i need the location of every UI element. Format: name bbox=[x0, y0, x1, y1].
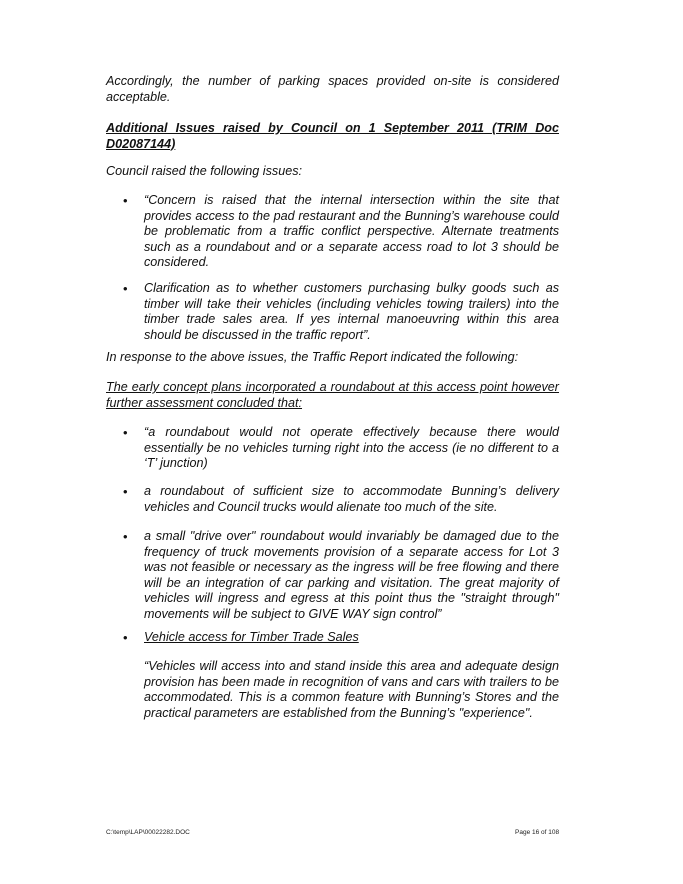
finding-text: “a roundabout would not operate effectively because there would essentially be no vehicles turning right into the access (ie no different to a ‘T’ junction) bbox=[144, 425, 559, 470]
bullet-icon: • bbox=[123, 484, 128, 499]
paragraph-traffic-report-response: In response to the above issues, the Traffic Report indicated the following: bbox=[106, 350, 519, 364]
finding-text: a roundabout of sufficient size to accommodate Bunning’s delivery vehicles and Council trucks would alienate too much of the site. bbox=[144, 484, 559, 514]
footer-file-path: C:\temp\LAP\00022282.DOC bbox=[106, 829, 190, 836]
bullet-icon: • bbox=[123, 630, 128, 645]
paragraph-council-issues-intro: Council raised the following issues: bbox=[106, 164, 303, 178]
council-issue-text: Clarification as to whether customers purchasing bulky goods such as timber will take their vehicles (including vehicles towing trailers) into the timber trade sales area. If yes internal manoeuvring within this area should be discussed in the traffic report”. bbox=[144, 281, 559, 342]
bullet-icon: • bbox=[123, 281, 128, 296]
paragraph-early-concept-plans: The early concept plans incorporated a roundabout at this access point however further assessment concluded that: bbox=[106, 380, 559, 410]
bullet-icon: • bbox=[123, 529, 128, 544]
paragraph-parking-acceptable: Accordingly, the number of parking spaces provided on-site is considered acceptable. bbox=[106, 74, 559, 104]
bullet-icon: • bbox=[123, 193, 128, 208]
finding-text: a small "drive over" roundabout would invariably be damaged due to the frequency of truck movements provision of a separate access for Lot 3 was not feasible or necessary as the ingress will be free flowing and there will be an integration of car parking and visitation. The great majority of vehicles will ingress and egress at this point thus the "straight through" movements will be subject to GIVE WAY sign control” bbox=[144, 529, 559, 621]
section-heading: Additional Issues raised by Council on 1 September 2011 (TRIM Doc D02087144) bbox=[106, 121, 559, 151]
timber-trade-sales-subheading: Vehicle access for Timber Trade Sales bbox=[144, 630, 359, 644]
timber-trade-quote: “Vehicles will access into and stand inside this area and adequate design provision has been made in recognition of vans and cars with trailers to be accommodated. This is a common feature with Bunning’s Stores and the practical parameters are established from the Bunning’s "experience". bbox=[144, 659, 559, 720]
footer-page-number: Page 16 of 108 bbox=[515, 829, 560, 836]
bullet-icon: • bbox=[123, 425, 128, 440]
council-issue-text: “Concern is raised that the internal intersection within the site that provides access to the pad restaurant and the Bunning’s warehouse could be problematic from a traffic conflict perspective. Alternate treatments such as a roundabout and or a separate access road to lot 3 should be considered. bbox=[144, 193, 559, 269]
